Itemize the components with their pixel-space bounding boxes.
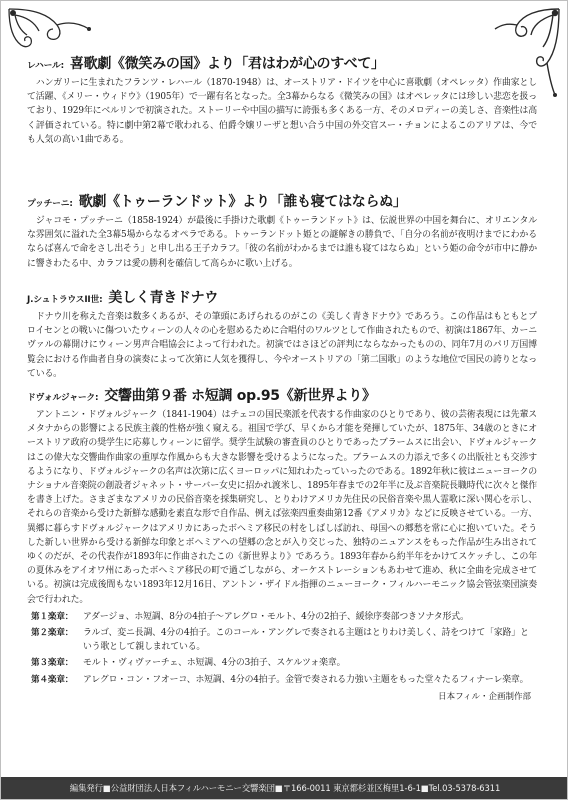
work-title: 交響曲第９番 ホ短調 op.95《新世界より》 — [104, 388, 376, 404]
section-body: アントニン・ドヴォルジャーク（1841-1904）はチェコの国民楽派を代表する作曲家のひとりであり、彼の芸術表現には先輩スメタナからの影響による民族主義的性格が強く窺える。祖国で学び、早くから才能を発揮していたが、1875年、34歳のときにオーストリア政府の奨学生に応募しウィーンに留学。奨学生試験の審査員のひとりであったブラームスに出会い、ドヴォルジャークはこの偉大な交響曲作曲家の重厚な作風からも大きな影響を受けるようになった。ブラームスの力添えで多くの出版社とも交渉するようになり、ドヴォルジャークの名声は次第に広くヨーロッパに知れわたっていったのである。1892年秋に彼はニューヨークのナショナル音楽院の創設者ジャネット・サーバー女史に招かれ渡米し、1895年春までの2年半に及ぶ音楽院長職時代に次々と傑作を書き上げた。さまざまなアメリカの民俗音楽を採集研究し、とりわけアメリカ先住民の民俗音楽や黒人霊歌に深い関心を示し、それらの音楽から受けた新鮮な感動を素直な形で自作品、例えば弦楽四重奏曲第12番《アメリカ》などに反映させている。一方、異郷に暮らすドヴォルジャークはアメリカにあったボヘミア移民の村をしばしば訪れ、母国への郷愁を常に心に抱いていた。そうした新しい世界から受ける新鮮な印象とボヘミアへの望郷の念とが入り交じった、独特のニュアンスをもった作品が生み出されてゆくのだが、その代表作が1893年に作曲されたこの《新世界より》であろう。1893年春から約半年をかけてスケッチし、この年の夏休みをアイオワ州にあったボヘミア移民の町で過ごしながら、オーケストレーションもあわせて進め、秋に全曲を完成させている。初演は完成後間もない1893年12月16日、アントン・ザイドル指揮のニューヨーク・フィルハーモニック協会管弦楽団演奏会で行われた。 — [27, 410, 537, 605]
work-title: 美しく青きドナウ — [108, 290, 219, 306]
composer-name: J.シュトラウスII世: — [27, 295, 103, 305]
movement-item — [27, 611, 537, 625]
section-heading — [27, 287, 537, 307]
movement-item — [27, 627, 537, 654]
section-lehar — [27, 53, 537, 191]
section-dvorak — [27, 385, 537, 702]
movement-item — [27, 657, 537, 671]
publisher-footer: 編集発行■公益財団法人日本フィルハーモニー交響楽団■〒166-0011 東京都杉並区梅里1-6-1■Tel.03-5378-6311 — [1, 777, 568, 799]
section-puccini — [27, 191, 537, 287]
movement-label: 第３楽章： — [31, 658, 74, 669]
movement-list — [27, 611, 537, 688]
section-heading — [27, 385, 537, 405]
movement-label: 第１楽章： — [31, 611, 74, 622]
movement-label: 第２楽章： — [31, 628, 74, 639]
movement-item — [27, 674, 537, 688]
movement-description: ラルゴ、変ニ長調、4分の4拍子。このコール・アングレで奏される主題はとりわけ美しく、詩をつけて「家路」という歌として親しまれている。 — [83, 628, 529, 652]
movement-description: アレグロ・コン・フオーコ、ホ短調、4分の4拍子。金管で奏される力強い主題をもった堂々たるフィナーレ楽章。 — [83, 674, 529, 685]
section-body: ハンガリーに生まれたフランツ・レハール（1870-1948）は、オーストリア・ドイツを中心に喜歌劇（オペレッタ）作曲家として活躍、《メリー・ウィドウ》（1905年）で一躍有名となった。全3幕からなる《微笑みの国》はオペレッタには珍しい悲恋を扱っており、1929年にベルリンで初演された。ストーリーや中国の描写に誇張も多くある一方、そのメロディーの美しさ、音楽性は高く評価されている。特に劇中第2幕で歌われる、伯爵令嬢リーザと想い合う中国の外交官スー・チョンによるこのアリアは、今でも人気の高い1曲である。 — [27, 78, 537, 145]
movement-description: モルト・ヴィヴァーチェ、ホ短調、4分の3拍子、スケルツォ楽章。 — [83, 658, 346, 669]
composer-name: プッチーニ: — [27, 199, 73, 209]
program-notes — [27, 53, 537, 702]
work-title: 歌劇《トゥーランドット》より「誰も寝てはならぬ」 — [78, 194, 407, 210]
movement-label: 第４楽章： — [31, 674, 74, 685]
section-heading — [27, 53, 537, 73]
section-body: ドナウ川を称えた音楽は数多くあるが、その筆頭にあげられるのがこの《美しく青きドナウ》であろう。この作品はもともとプロイセンとの戦いに傷ついたウィーンの人々の心を慰めるために合唱付のワルツとして作曲されたもので、初演は1867年、カーニヴァルの幕開けにウィーン男声合唱協会によって行われた。初演ではさほどの評判にならなかったものの、同年7月のパリ万国博覧会における作曲者自身の演奏によって次第に人気を獲得し、今やオーストリアの「第二国歌」のような地位で国民の誇りとなっている。 — [27, 312, 537, 379]
composer-name: ドヴォルジャーク: — [27, 393, 99, 403]
section-strauss — [27, 287, 537, 385]
credit-line: 日本フィル・企画制作部 — [438, 692, 531, 703]
section-body: ジャコモ・プッチーニ（1858-1924）が最後に手掛けた歌劇《トゥーランドット》は、伝説世界の中国を舞台に、オリエンタルな雰囲気に溢れた全3幕5場からなるオペラである。トゥーランドット姫との謎解きの勝負で、「自分の名前が夜明けまでにわかるならば喜んで命をさし出そう」と申し出る王子カラフ。「彼の名前がわかるまでは誰も寝てはならぬ」という姫の命令が市中に静かに響きわたる中、カラフは愛の勝利を確信して高らかに歌い上げる。 — [27, 216, 537, 269]
composer-name: レハール: — [27, 61, 64, 71]
work-title: 喜歌劇《微笑みの国》より「君はわが心のすべて」 — [69, 56, 385, 72]
movement-description: アダージョ、ホ短調、8分の4拍子〜アレグロ・モルト、4分の2拍子、緩徐序奏部つきソナタ形式。 — [83, 611, 469, 622]
section-heading — [27, 191, 537, 211]
